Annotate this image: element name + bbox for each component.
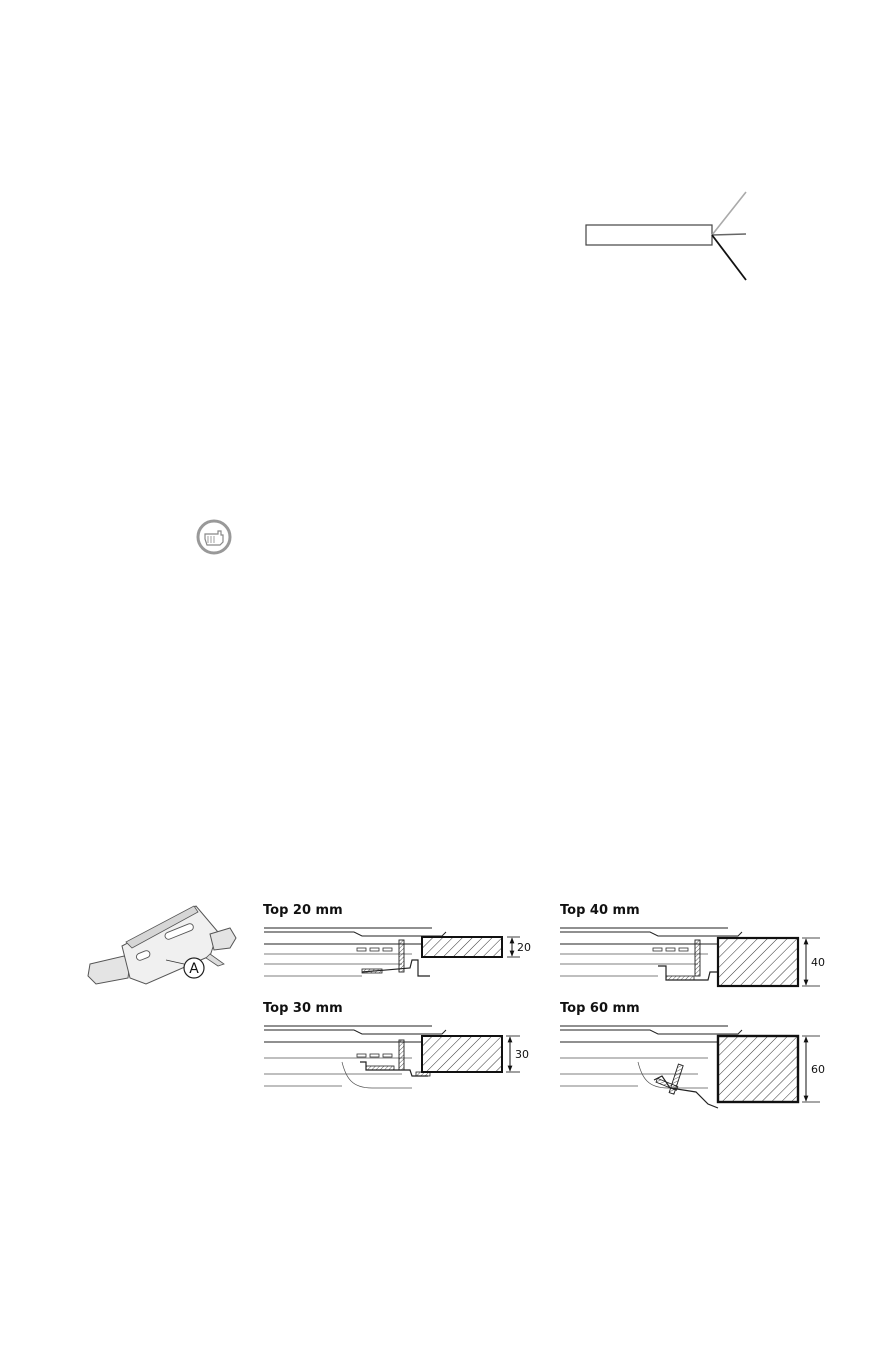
dimension-label-20: 20 <box>517 941 531 954</box>
section-title-top-20: Top 20 mm <box>263 903 343 918</box>
worktop-top-60 <box>718 1036 798 1102</box>
black-wire <box>712 235 746 280</box>
cross-section-top-30 <box>262 1018 532 1093</box>
grey-wire <box>712 192 746 235</box>
worktop-top-20 <box>422 937 502 957</box>
fixing-clip-illustration <box>84 898 244 998</box>
clip-body <box>88 906 236 984</box>
cross-section-top-60 <box>558 1018 838 1113</box>
worktop-top-40 <box>718 938 798 986</box>
dimension-label-30: 30 <box>515 1048 529 1061</box>
section-title-top-40: Top 40 mm <box>560 903 640 918</box>
cross-section-top-20 <box>262 920 532 990</box>
terminal-box <box>586 225 712 245</box>
cable-diagram <box>584 188 754 283</box>
dark-grey-wire <box>712 234 746 235</box>
worktop-top-30 <box>422 1036 502 1072</box>
dimension-label-60: 60 <box>811 1063 825 1076</box>
clip-label: A <box>189 961 199 977</box>
section-title-top-30: Top 30 mm <box>263 1001 343 1016</box>
cross-section-top-40 <box>558 920 838 992</box>
section-title-top-60: Top 60 mm <box>560 1001 640 1016</box>
gloves-icon <box>196 519 232 555</box>
dimension-label-40: 40 <box>811 956 825 969</box>
